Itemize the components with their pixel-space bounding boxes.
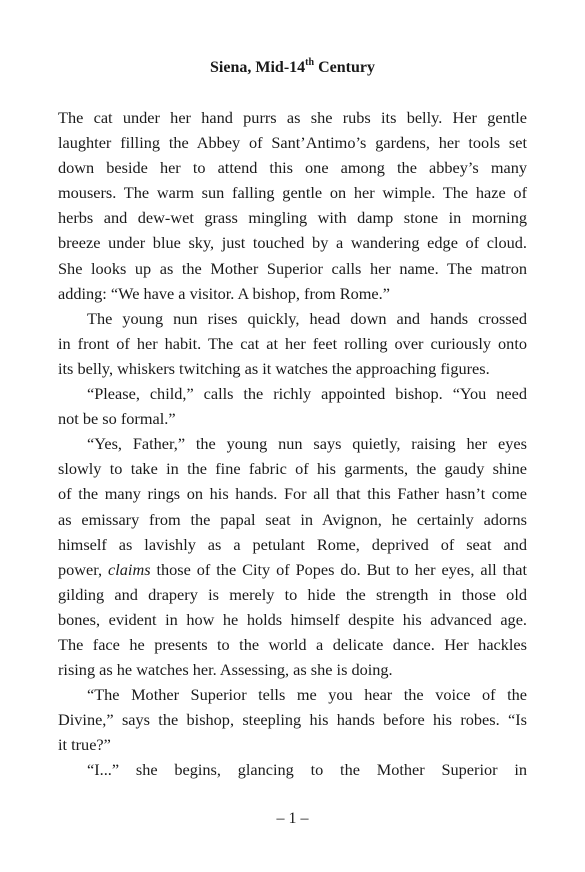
text-line: slowly to take in the fine fabric of his garments, the gaudy shine [58,459,527,479]
text-line: “Please, child,” calls the richly appointed bishop. “You need [87,384,527,404]
paragraph [58,105,527,130]
paragraph [58,632,527,657]
text-line: The cat under her hand purrs as she rubs its belly. Her gentle [58,108,527,127]
paragraph [58,657,527,682]
paragraph [58,356,527,381]
text-line: breeze under blue sky, just touched by a wandering edge of cloud. [58,233,527,253]
text-line: The young nun rises quickly, head down and hands crossed [87,308,527,328]
chapter-heading-main: Siena, Mid-14 [210,59,306,76]
text-line: not be so formal.” [58,409,176,429]
paragraph [58,757,527,782]
paragraph [58,306,527,331]
text-line: “The Mother Superior tells me you hear the voice of the [87,685,527,705]
paragraph [58,381,527,406]
text-line: mousers. The warm sun falling gentle on her wimple. The haze of [58,183,527,203]
paragraph [58,431,527,456]
chapter-heading [58,56,527,80]
book-page [58,0,527,872]
emphasis-claims: claims [108,559,151,579]
paragraph [58,406,527,431]
text-line: laughter filling the Abbey of Sant’Antimo’s gardens, her tools set [58,133,527,153]
paragraph [58,732,527,757]
paragraph [58,456,527,481]
text-line: She looks up as the Mother Superior calls her name. The matron [58,258,527,278]
text-line: Divine,” says the bishop, steepling his hands before his robes. “Is [58,710,527,730]
text-line: down beside her to attend this one among the abbey’s many [58,158,527,178]
paragraph [58,607,527,632]
text-line: “Yes, Father,” the young nun says quietly, raising her eyes [87,434,527,454]
text-line: its belly, whiskers twitching as it watches the approaching figures. [58,358,490,378]
paragraph [58,707,527,732]
paragraph [58,481,527,506]
paragraph [58,130,527,155]
chapter-heading-ordinal: th [305,56,315,68]
paragraph [58,507,527,532]
paragraph [58,256,527,281]
paragraph [58,682,527,707]
paragraph [58,155,527,180]
text-line: gilding and drapery is merely to hide the strength in those old [58,584,527,604]
paragraph [58,281,527,306]
paragraph [58,205,527,230]
text-line: those of the City of Popes do. But to her eyes, all that [150,559,527,579]
paragraph [58,582,527,607]
text-line: herbs and dew-wet grass mingling with damp stone in morning [58,208,527,228]
text-line: as emissary from the papal seat in Avignon, he certainly adorns [58,509,527,529]
body-text [58,105,527,783]
chapter-heading-tail: Century [314,59,375,76]
paragraph [58,230,527,255]
text-line: adding: “We have a visitor. A bishop, from Rome.” [58,283,390,303]
text-line: “I...” she begins, glancing to the Mother Superior in [87,760,527,780]
page-number: – 1 – [276,810,309,827]
paragraph [58,180,527,205]
text-line: The face he presents to the world a delicate dance. Her hackles [58,634,527,654]
text-line: in front of her habit. The cat at her feet rolling over curiously onto [58,333,527,353]
text-line: himself as lavishly as a petulant Rome, deprived of seat and [58,534,527,554]
paragraph [58,331,527,356]
text-line: it true?” [58,735,111,755]
paragraph [58,557,527,582]
text-line: of the many rings on his hands. For all that this Father hasn’t come [58,484,527,504]
paragraph [58,532,527,557]
text-line: rising as he watches her. Assessing, as she is doing. [58,660,393,680]
text-line: bones, evident in how he holds himself despite his advanced age. [58,609,527,629]
text-line: power, [58,559,109,579]
